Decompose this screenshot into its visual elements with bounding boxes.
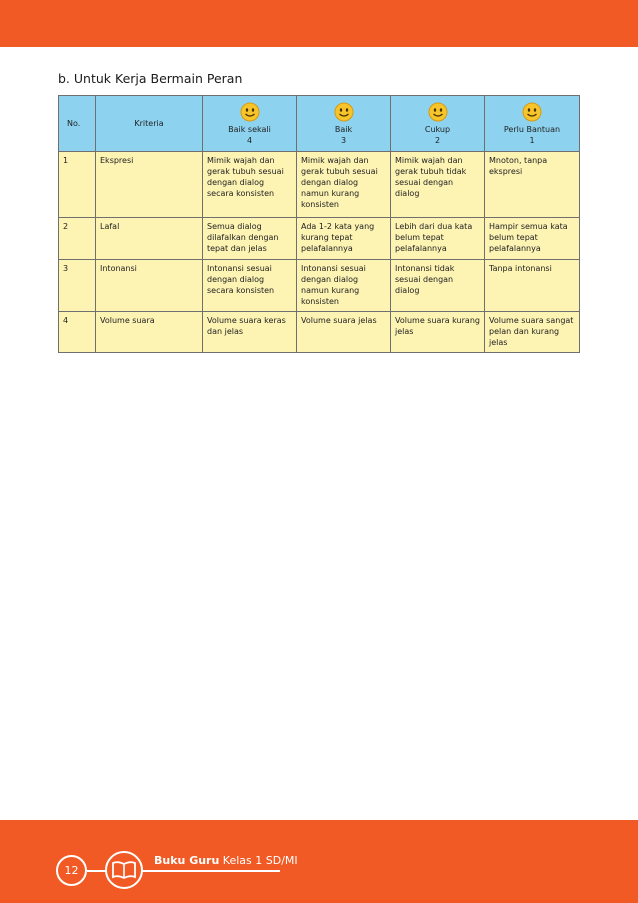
level-label: Perlu Bantuan xyxy=(503,124,561,134)
header-level-1 xyxy=(485,96,580,152)
top-orange-bar xyxy=(0,0,638,47)
row-cell: Intonansi sesuai dengan dialog namun kurang konsisten xyxy=(297,260,391,312)
row-no: 1 xyxy=(59,152,96,218)
row-cell: Intonansi sesuai dengan dialog secara konsisten xyxy=(203,260,297,312)
row-cell: Volume suara kurang jelas xyxy=(391,312,485,353)
bottom-orange-bar xyxy=(0,820,638,903)
row-no: 4 xyxy=(59,312,96,353)
row-cell: Hampir semua kata belum tepat pelafalannya xyxy=(485,218,580,260)
header-level-4 xyxy=(203,96,297,152)
level-score: 2 xyxy=(434,135,441,145)
page-number: 12 xyxy=(56,855,87,886)
row-cell: Tanpa intonansi xyxy=(485,260,580,312)
open-book-icon xyxy=(105,851,143,889)
row-cell: Mimik wajah dan gerak tubuh tidak sesuai dengan dialog xyxy=(391,152,485,218)
open-book-glyph xyxy=(111,859,137,881)
smiley-face-icon xyxy=(240,102,260,122)
book-title xyxy=(154,854,298,867)
table-row xyxy=(59,152,580,218)
rubric-table xyxy=(58,95,580,353)
row-cell: Ada 1-2 kata yang kurang tepat pelafalannya xyxy=(297,218,391,260)
row-cell: Lebih dari dua kata belum tepat pelafalannya xyxy=(391,218,485,260)
level-label: Baik xyxy=(334,124,353,134)
level-score: 4 xyxy=(246,135,253,145)
level-score: 1 xyxy=(529,135,535,145)
level-label: Baik sekali xyxy=(228,124,271,134)
level-score: 3 xyxy=(340,135,347,145)
table-row xyxy=(59,260,580,312)
smiley-face-icon xyxy=(334,102,354,122)
header-kriteria: Kriteria xyxy=(96,96,203,152)
row-cell: Intonansi tidak sesuai dengan dialog xyxy=(391,260,485,312)
row-cell: Mnoton, tanpa ekspresi xyxy=(485,152,580,218)
row-kriteria: Ekspresi xyxy=(96,152,203,218)
header-level-3 xyxy=(297,96,391,152)
row-cell: Volume suara jelas xyxy=(297,312,391,353)
row-kriteria: Intonansi xyxy=(96,260,203,312)
row-no: 3 xyxy=(59,260,96,312)
row-cell: Mimik wajah dan gerak tubuh sesuai dengan dialog namun kurang konsisten xyxy=(297,152,391,218)
smiley-face-icon xyxy=(428,102,448,122)
book-title-rest: Kelas 1 SD/MI xyxy=(219,854,298,867)
header-no: No. xyxy=(59,96,96,152)
level-label: Cukup xyxy=(424,124,451,134)
header-level-2 xyxy=(391,96,485,152)
row-cell: Semua dialog dilafalkan dengan tepat dan jelas xyxy=(203,218,297,260)
table-header-row xyxy=(59,96,580,152)
row-cell: Volume suara sangat pelan dan kurang jelas xyxy=(485,312,580,353)
table-row xyxy=(59,218,580,260)
row-cell: Mimik wajah dan gerak tubuh sesuai dengan dialog secara konsisten xyxy=(203,152,297,218)
row-no: 2 xyxy=(59,218,96,260)
smiley-face-icon xyxy=(522,102,542,122)
table-row xyxy=(59,312,580,353)
row-cell: Volume suara keras dan jelas xyxy=(203,312,297,353)
row-kriteria: Lafal xyxy=(96,218,203,260)
section-title: b. Untuk Kerja Bermain Peran xyxy=(58,71,243,86)
book-title-bold: Buku Guru xyxy=(154,854,220,867)
row-kriteria: Volume suara xyxy=(96,312,203,353)
